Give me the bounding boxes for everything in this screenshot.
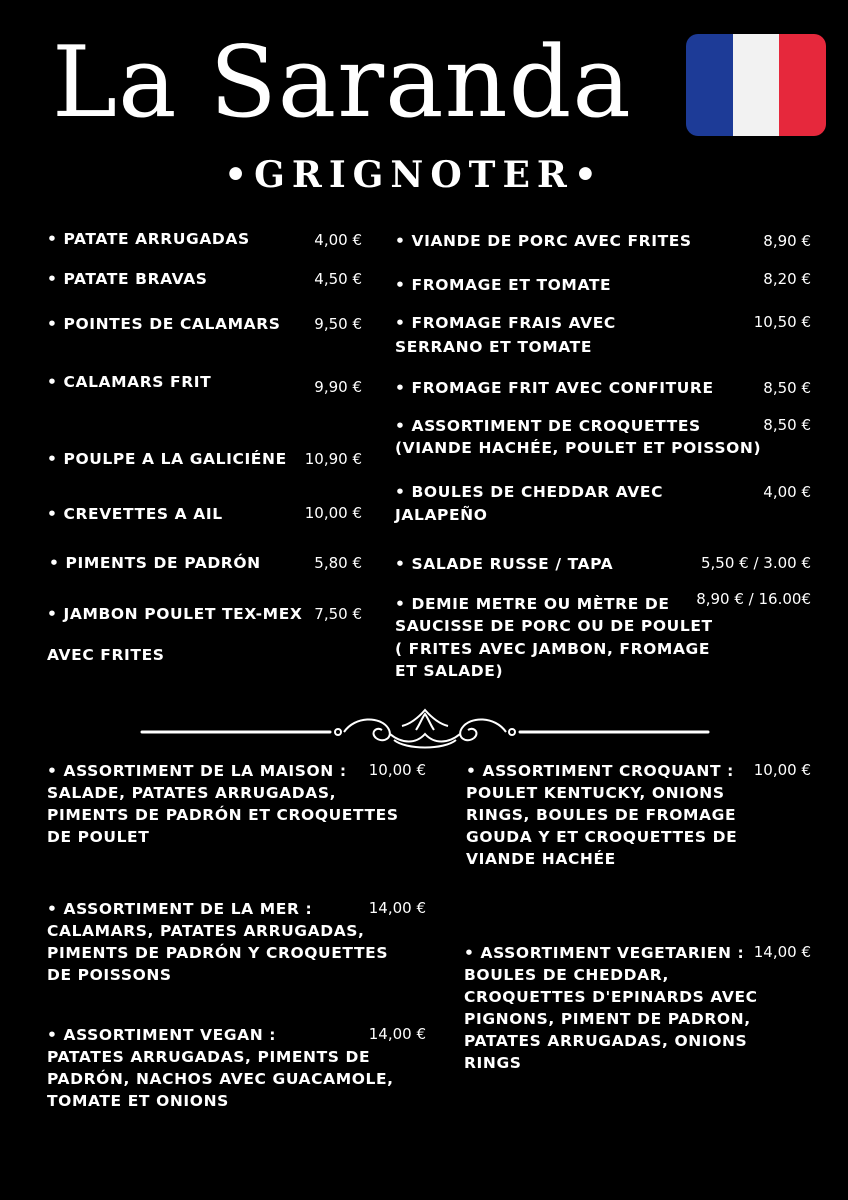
- platter-description-line: DE POISSONS: [47, 966, 172, 984]
- menu-item-name-line4: ET SALADE): [395, 662, 504, 680]
- menu-item-price: 5,50 € / 3.00 €: [700, 554, 811, 572]
- menu-item-price: 8,90 € / 16.00€: [696, 590, 811, 608]
- restaurant-title: La Saranda: [52, 26, 632, 140]
- menu-item-name: • CREVETTES A AIL: [47, 505, 223, 523]
- menu-item-name: • POINTES DE CALAMARS: [47, 315, 281, 333]
- platter-description-line: DE POULET: [47, 828, 150, 846]
- platter-price: 10,00 €: [368, 761, 426, 779]
- flag-blue-stripe: [686, 34, 733, 136]
- menu-item-price: 10,00 €: [304, 504, 362, 522]
- menu-item-name: • SALADE RUSSE / TAPA: [395, 555, 614, 573]
- menu-item-price: 7,50 €: [314, 605, 362, 623]
- platter-description-line: TOMATE ET ONIONS: [47, 1092, 229, 1110]
- platter-price: 14,00 €: [753, 943, 811, 961]
- platter-title: • ASSORTIMENT DE LA MER :: [47, 900, 313, 918]
- platter-description-line: PATATES ARRUGADAS, PIMENTS DE: [47, 1048, 371, 1066]
- platter-description-line: PIMENTS DE PADRÓN ET CROQUETTES: [47, 806, 399, 824]
- menu-item-name-line2: SAUCISSE DE PORC OU DE POULET: [395, 617, 713, 635]
- platter-description-line: SALADE, PATATES ARRUGADAS,: [47, 784, 337, 802]
- platter-description-line: RINGS, BOULES DE FROMAGE: [466, 806, 737, 824]
- menu-item-name: • POULPE A LA GALICIÉNE: [47, 450, 287, 468]
- menu-item-price: 5,80 €: [314, 554, 362, 572]
- menu-item-name: • PATATE ARRUGADAS: [47, 230, 250, 248]
- menu-item-name: • PATATE BRAVAS: [47, 270, 208, 288]
- platter-price: 14,00 €: [368, 1025, 426, 1043]
- platter-title: • ASSORTIMENT VEGAN :: [47, 1026, 277, 1044]
- menu-item-price: 10,90 €: [304, 450, 362, 468]
- platter-title: • ASSORTIMENT DE LA MAISON :: [47, 762, 347, 780]
- flag-white-stripe: [733, 34, 780, 136]
- menu-item-name-line2: SERRANO ET TOMATE: [395, 338, 593, 356]
- menu-item-name: • FROMAGE FRAIS AVEC: [395, 314, 616, 332]
- platter-description-line: PIGNONS, PIMENT DE PADRON,: [464, 1010, 751, 1028]
- menu-item-name-line2: JALAPEÑO: [395, 506, 488, 524]
- french-flag-icon: [686, 34, 826, 136]
- menu-item-name: • PIMENTS DE PADRÓN: [49, 554, 261, 572]
- menu-item-price: 9,50 €: [314, 315, 362, 333]
- platter-description-line: CROQUETTES D'EPINARDS AVEC: [464, 988, 758, 1006]
- menu-item-price: 8,50 €: [763, 416, 811, 434]
- menu-item-name-line2: (VIANDE HACHÉE, POULET ET POISSON): [395, 439, 762, 457]
- platter-title: • ASSORTIMENT VEGETARIEN :: [464, 944, 745, 962]
- ornament-divider: [140, 704, 710, 754]
- menu-item-name-line2: AVEC FRITES: [47, 646, 165, 664]
- menu-item-name: • ASSORTIMENT DE CROQUETTES: [395, 417, 701, 435]
- section-title: •GRIGNOTER•: [224, 154, 604, 196]
- platter-description-line: VIANDE HACHÉE: [466, 850, 616, 868]
- menu-item-name: • BOULES DE CHEDDAR AVEC: [395, 483, 664, 501]
- menu-item-price: 8,50 €: [763, 379, 811, 397]
- menu-item-name: • VIANDE DE PORC AVEC FRITES: [395, 232, 692, 250]
- platter-description-line: PIMENTS DE PADRÓN Y CROQUETTES: [47, 944, 389, 962]
- menu-item-price: 4,50 €: [314, 270, 362, 288]
- menu-item-price: 4,00 €: [314, 231, 362, 249]
- menu-item-name: • FROMAGE ET TOMATE: [395, 276, 612, 294]
- menu-item-price: 8,90 €: [763, 232, 811, 250]
- flourish-icon: [335, 710, 515, 748]
- menu-item-name: • CALAMARS FRIT: [47, 373, 212, 391]
- platter-price: 10,00 €: [753, 761, 811, 779]
- platter-description-line: PATATES ARRUGADAS, ONIONS: [464, 1032, 748, 1050]
- menu-item-name: • DEMIE METRE OU MÈTRE DE: [395, 595, 670, 613]
- menu-item-price: 10,50 €: [753, 313, 811, 331]
- flag-red-stripe: [779, 34, 826, 136]
- platter-description-line: RINGS: [464, 1054, 522, 1072]
- platter-price: 14,00 €: [368, 899, 426, 917]
- platter-description-line: PADRÓN, NACHOS AVEC GUACAMOLE,: [47, 1070, 394, 1088]
- menu-item-name-line3: ( FRITES AVEC JAMBON, FROMAGE: [395, 640, 711, 658]
- platter-description-line: POULET KENTUCKY, ONIONS: [466, 784, 725, 802]
- menu-item-price: 9,90 €: [314, 378, 362, 396]
- platter-description-line: GOUDA Y ET CROQUETTES DE: [466, 828, 738, 846]
- platter-description-line: CALAMARS, PATATES ARRUGADAS,: [47, 922, 365, 940]
- menu-item-price: 8,20 €: [763, 270, 811, 288]
- menu-item-name: • FROMAGE FRIT AVEC CONFITURE: [395, 379, 714, 397]
- platter-title: • ASSORTIMENT CROQUANT :: [466, 762, 734, 780]
- menu-item-price: 4,00 €: [763, 483, 811, 501]
- platter-description-line: BOULES DE CHEDDAR,: [464, 966, 670, 984]
- menu-item-name: • JAMBON POULET TEX-MEX: [47, 605, 303, 623]
